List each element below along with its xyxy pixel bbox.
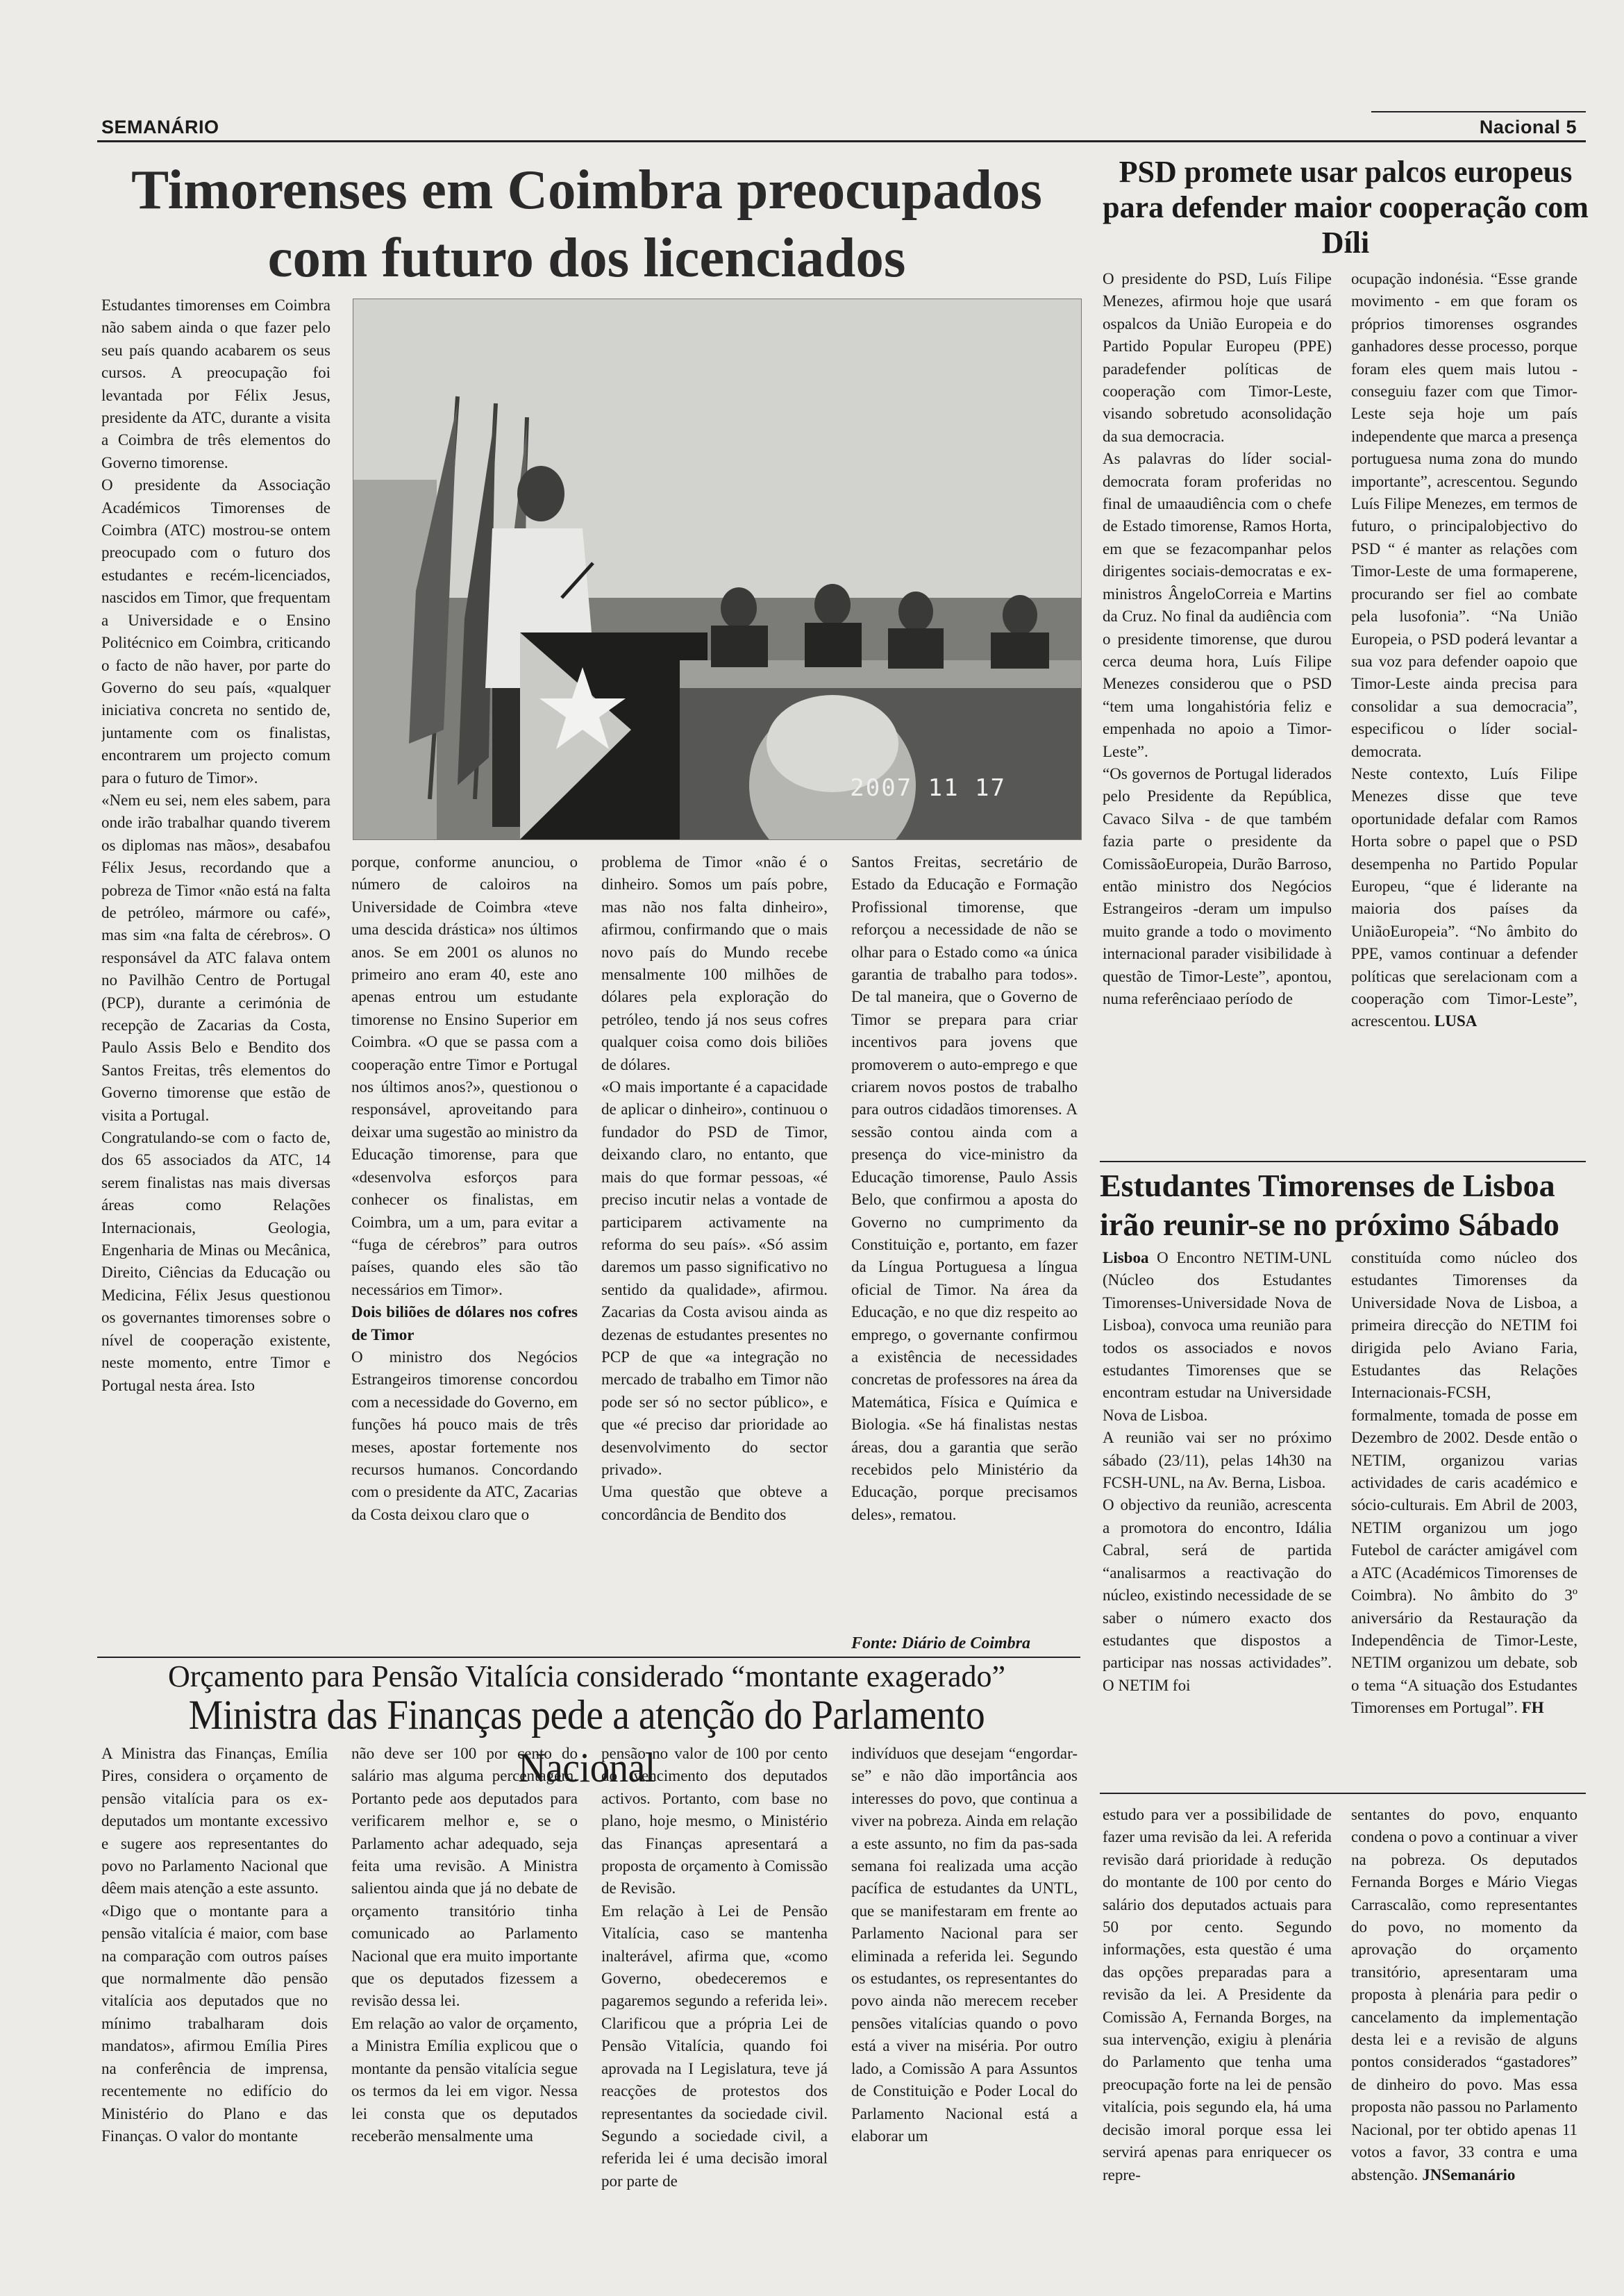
publication-name: SEMANÁRIO [101, 117, 219, 137]
paragraph: O objectivo da reunião, acrescenta a promotora do encontro, Idália Cabral, será de partida “analisarmos a reactivação do núcleo, existindo necessidade de se saber o número exacto dos estudantes que dispostos a participar nas nossas actividades”. O NETIM foi [1103, 1496, 1332, 1694]
page-section [1480, 117, 1577, 138]
paragraph: não deve ser 100 por cento do salário mas alguma percentagem. Portanto pede aos deputados para verificarem melhor e, se o Parlamento achar adequado, seja feita uma revisão. A Ministra salientou ainda que já no debate de orçamento transitório tinha comunicado ao Parlamento Nacional que era muito importante que os deputados fizessem a revisão dessa lei. [351, 1745, 578, 2010]
bottom-byline: JNSemanário [1422, 2165, 1516, 2184]
paragraph: A Ministra das Finanças, Emília Pires, considera o orçamento de pensão vitalícia para os ex-deputados um montante excessivo e sugere aos representantes do povo no Parlamento Nacional que dêem mais atenção a este assunto. [101, 1745, 328, 1897]
main-headline: Timorenses em Coimbra preocupados com futuro dos licenciados [131, 158, 1042, 289]
paragraph: «Digo que o montante para a pensão vitalícia é maior, com base na comparação com outros países que normalmente dão pensão vitalícia aos deputados que no mínimo trabalharam dois mandatos», afirmou Emília Pires na conferência de imprensa, recentemente no edifício do Ministério do Plano e das Finanças. O valor do montante [101, 1902, 328, 2145]
paragraph: Em relação à Lei de Pensão Vitalícia, caso se mantenha inalterável, afirma que, «como Governo, obedeceremos e pagaremos segundo a referida lei». Clarificou que a própria Lei de Pensão Vitalícia, quando foi aprovada na I Legislatura, teve já reacções de protestos dos representantes da sociedade civil. Segundo a sociedade civil, a referida lei é uma decisão imoral por parte de [601, 1902, 828, 2190]
source-name: Diário de Coimbra [901, 1634, 1031, 1652]
lisboa-headline: Estudantes Timorenses de Lisboa irão reunir-se no próximo Sábado [1100, 1168, 1559, 1242]
bottom-headline: Ministra das Finanças pede a atenção do Parlamento Nacional [188, 1692, 985, 1791]
main-source [851, 1634, 1078, 1653]
paragraph: Santos Freitas, secretário de Estado da Educação e Formação Profissional timorense, que reforçou a necessidade de não se olhar para o Estado como «a única garantia de trabalho para todos». De tal maneira, que o Governo de Timor se prepara para criar incentivos para jovens que promoverem o auto-emprego e que criarem novos postos de trabalho para outros cidadãos timorenses. A sessão contou ainda com a presença do vice-ministro da Educação timorense, Paulo Assis Belo, que confirmou a aposta do Governo no cumprimento da Constituição e, portanto, em fazer da Língua Portuguesa a língua oficial de Timor. Na área da Educação, e no que diz respeito ao emprego, o governante confirmou a existência de necessidades concretas de professores na área da Matemática, Física e Química e Biologia. «Se há finalistas nestas áreas, dou a garantia que serão recebidos pelo Ministério da Educação, porque precisamos deles», rematou. [851, 853, 1078, 1523]
main-article-bottom-rule [97, 1657, 1080, 1658]
event-photo [353, 299, 1082, 840]
paragraph: O presidente do PSD, Luís Filipe Menezes, afirmou hoje que usará ospalcos da União Europeia e do Partido Popular Europeu (PPE) paradefender políticas de cooperação com Timor-Leste, visando sobretudo aconsolidação da sua democracia. [1103, 270, 1332, 445]
photo-date-stamp: 2007 11 17 [850, 774, 1006, 802]
paragraph-text: constituída como núcleo dos estudantes Timorenses da Universidade Nova de Lisboa, a primeira direcção do NETIM foi dirigida pelo Aviano Faria, Estudantes das Relações Internacionais-FCSH, formalmente, tomada de posse em Dezembro de 2002. Desde então o NETIM, organizou varias actividades de caris académico e sócio-culturais. Em Abril de 2003, NETIM organizou um jogo Futebol de carácter amigável com a ATC (Académicos Timorenses de Coimbra). No âmbito do 3º aniversário da Restauração da Independência de Timor-Leste, NETIM organizou um debate, sob o tema “A situação dos Estudantes Timorenses em Portugal”. [1351, 1249, 1577, 1717]
paragraph [1103, 1247, 1332, 1427]
paragraph: pensão no valor de 100 por cento do vencimento dos deputados activos. Portanto, com base no plano, hoje mesmo, o Ministério das Finanças apresentará a proposta de orçamento à Comissão de Revisão. [601, 1745, 828, 1897]
psd-headline: PSD promete usar palcos europeus para defender maior cooperação com Díli [1103, 155, 1589, 260]
main-col-3 [601, 851, 828, 1657]
bottom-kicker: Orçamento para Pensão Vitalícia considerado “montante exagerado” [167, 1659, 1006, 1693]
paragraph-text: sentantes do povo, enquanto condena o povo a continuar a viver na pobreza. Os deputados Fernanda Borges e Mário Viegas Carrascalão, como representantes do povo, no momento da aprovação do orçamento transitório, apresentaram uma proposta à plenária para pedir o cancelamento da implementação desta lei e a revisão de alguns pontos considerados “gastadores” de dinheiro do povo. Mas essa proposta não passou no Parlamento Nacional, por ter obtido apenas 11 votos a favor, 33 contra e uma abstenção. [1351, 1806, 1577, 2184]
page-number: 5 [1566, 117, 1577, 137]
lisboa-col-1 [1103, 1247, 1332, 1788]
paragraph: A reunião vai ser no próximo sábado (23/11), pelas 14h30 na FCSH-UNL, na Av. Berna, Lisboa. [1103, 1429, 1332, 1492]
bottom-col-2 [351, 1743, 578, 2208]
paragraph: O presidente da Associação Académicos Timorenses de Coimbra (ATC) mostrou-se ontem preocupado com o futuro dos estudantes e recém-licenciados, nascidos em Timor, que frequentam a Universidade e o Ensino Politécnico em Coimbra, criticando o facto de não haver, por parte do Governo do seu país, «qualquer iniciativa concreta no sentido de, juntamente com os finalistas, encontrarem um projecto comum para o futuro de Timor». [101, 476, 330, 787]
psd-col-2 [1351, 268, 1577, 1164]
lisboa-byline: FH [1521, 1699, 1544, 1717]
main-col-1 [101, 294, 330, 1655]
paragraph: ocupação indonésia. “Esse grande movimento - em que foram os próprios timorenses osgrandes ganhadores desse processo, porque foram eles quem mais lutou -conseguiu fazer com que Timor-Leste seja hoje um país independente que marca a presença portuguesa numa zona do mundo importante”, acrescentou. Segundo Luís Filipe Menezes, em termos de futuro, o principalobjectivo do PSD “ é manter as relações com Timor-Leste de uma formaperene, procurando ser fiel ao combate pela lusofonia”. “Na União Europeia, o PSD poderá levantar a sua voz para defender oapoio que Timor-Leste ainda precisa para consolidar a sua democracia”, especificou o líder social-democrata. [1351, 270, 1577, 760]
bottom-col-4 [851, 1743, 1078, 2208]
header-rule [97, 140, 1586, 142]
psd-col-1 [1103, 268, 1332, 1164]
paragraph-text: Neste contexto, Luís Filipe Menezes disse que teve oportunidade defalar com Ramos Horta sobre o papel que o PSD desempenha no Partido Popular Europeu, “que é liderante na maioria dos países da UniãoEuropeia”. “No âmbito do PPE, vamos continuar a defender políticas que serelacionam com a cooperação com Timor-Leste”, acrescentou. [1351, 764, 1577, 1030]
lisboa-bottom-rule [1100, 1793, 1586, 1794]
photo-illustration [353, 299, 1081, 839]
bottom-col-5 [1103, 1804, 1332, 2208]
paragraph: estudo para ver a possibilidade de fazer uma revisão da lei. A referida revisão dará prioridade à redução do montante de 100 por cento do salário dos deputados actuais para 50 por cento. Segundo informações, esta questão é uma das opções preparadas para a revisão da lei. A Presidente da Comissão A, Fernanda Borges, na sua intervenção, exigiu à plenária do Parlamento que tenha uma preocupação forte na lei de pensão vitalícia, pois segundo ela, há uma decisão imoral porque essa lei servirá apenas para enriquecer os repre- [1103, 1806, 1332, 2184]
bottom-col-3 [601, 1743, 828, 2208]
main-col-4 [851, 851, 1078, 1630]
psd-bottom-rule [1100, 1161, 1586, 1162]
source-label: Fonte: [851, 1634, 898, 1652]
paragraph: Uma questão que obteve a concordância de Bendito dos [601, 1483, 828, 1523]
bottom-col-6 [1351, 1804, 1577, 2208]
subheading: Dois biliões de dólares nos cofres de Timor [351, 1303, 578, 1343]
paragraph [1351, 1804, 1577, 2186]
paragraph: As palavras do líder social-democrata foram proferidas no final de umaaudiência com o chefe de Estado timorense, Ramos Horta, em que se fezacompanhar pelos dirigentes sociais-democratas e ex-ministros ÂngeloCorreia e Martins da Cruz. No final da audiência com o presidente timorense, que durou cerca deuma hora, Luís Filipe Menezes considerou que o PSD “tem uma longahistória feliz e empenhada no apoio a Timor-Leste”. [1103, 450, 1332, 760]
section-name: Nacional [1479, 117, 1561, 137]
paragraph: Estudantes timorenses em Coimbra não sabem ainda o que fazer pelo seu país quando acabarem os seus cursos. A preocupação foi levantada por Félix Jesus, presidente da ATC, durante a visita a Coimbra de três elementos do Governo timorense. [101, 296, 330, 471]
header-rule-right-top [1371, 111, 1586, 112]
paragraph: Congratulando-se com o facto de, dos 65 associados da ATC, 14 serem finalistas nas mais diversas áreas como Relações Internacionais, Geologia, Engenharia de Minas ou Mecânica, Direito, Ciências da Educação ou Medicina, Félix Jesus questionou os governantes timorenses sobre o nível de cooperação existente, neste momento, entre Timor e Portugal nesta área. Isto [101, 1129, 330, 1394]
dateline: Lisboa [1103, 1249, 1149, 1266]
paragraph-text: O Encontro NETIM-UNL (Núcleo dos Estudantes Timorenses-Universidade Nova de Lisboa), convoca uma reunião para todos os associados e novos estudantes Timorenses que se encontram estudar na Universidade Nova de Lisboa. [1103, 1249, 1332, 1424]
paragraph [1351, 763, 1577, 1033]
paragraph: problema de Timor «não é o dinheiro. Somos um país pobre, mas não nos falta dinheiro», afirmou, confirmando que o mais novo país do Mundo recebe mensalmente 100 milhões de dólares pela exploração do petróleo, tendo já nos seus cofres qualquer coisa como dois biliões de dólares. [601, 853, 828, 1073]
paragraph: Em relação ao valor de orçamento, a Ministra Emília explicou que o montante da pensão vitalícia segue os termos da lei em vigor. Nessa lei consta que os deputados receberão mensalmente uma [351, 2014, 578, 2145]
paragraph: «O mais importante é a capacidade de aplicar o dinheiro», continuou o fundador do PSD de Timor, deixando claro, no entanto, que mais do que formar pessoas, «é preciso incutir nelas a vontade de participarem activamente na reforma do seu país». «Só assim daremos um passo significativo no sentido da qualidade», afirmou. Zacarias da Costa avisou ainda as dezenas de estudantes presentes no PCP de que «a integração no mercado de trabalho em Timor não pode ser só no sector público», e que «é preciso dar prioridade ao desenvolvimento do sector privado». [601, 1078, 828, 1478]
bottom-col-1 [101, 1743, 328, 2208]
paragraph: indivíduos que desejam “engordar-se” e não dão importância aos interesses do povo, que continua a viver na pobreza. Ainda em relação a este assunto, no fim da pas-sada semana foi realizada uma acção pacífica de estudantes da UNTL, que se manifestaram em frente ao Parlamento Nacional para ser eliminada a referida lei. Segundo os estudantes, os representantes do povo ainda não merecem receber pensões vitalícias quando o povo está a viver na miséria. Por outro lado, a Comissão A para Assuntos de Constituição e Poder Local do Parlamento Nacional está a elaborar um [851, 1745, 1078, 2145]
psd-byline: LUSA [1434, 1012, 1477, 1030]
paragraph: «Nem eu sei, nem eles sabem, para onde irão trabalhar quando tiverem os diplomas nas mãos», desabafou Félix Jesus, recordando que a pobreza de Timor «não está na falta de petróleo, mármore ou café», mas sim «na falta de cérebros». O responsável da ATC falava ontem no Pavilhão Centro de Portugal (PCP), durante a cerimónia de recepção de Zacarias da Costa, Paulo Assis Belo e Bendito dos Santos Freitas, três elementos do Governo timorense que estão de visita a Portugal. [101, 791, 330, 1124]
paragraph: “Os governos de Portugal liderados pelo Presidente da República, Cavaco Silva - de que também fazia parte o presidente da ComissãoEuropeia, Durão Barroso, então ministro dos Negócios Estrangeiros -deram um impulso muito grande a todo o movimento internacional parader visibilidade à questão de Timor-Leste”, apontou, numa referênciaao período de [1103, 764, 1332, 1007]
main-col-2 [351, 851, 578, 1657]
lisboa-col-2 [1351, 1247, 1577, 1788]
paragraph [1351, 1247, 1577, 1720]
paragraph: porque, conforme anunciou, o número de caloiros na Universidade de Coimbra «teve uma descida drástica» nos últimos anos. Se em 2001 os alunos no primeiro ano eram 40, este ano apenas entrou um estudante timorense no Ensino Superior em Coimbra. «O que se passa com a cooperação entre Timor e Portugal nos últimos anos?», questionou o responsável, aproveitando para deixar uma sugestão ao ministro da Educação timorense, para que «desenvolva esforços para conhecer os finalistas, em Coimbra, um a um, para evitar a “fuga de cérebros” para outros países, quando eles são tão necessários em Timor». [351, 853, 578, 1298]
paragraph: O ministro dos Negócios Estrangeiros timorense concordou com a necessidade do Governo, em funções há pouco mais de três meses, apostar fortemente nos recursos humanos. Concordando com o presidente da ATC, Zacarias da Costa deixou claro que o [351, 1348, 578, 1523]
